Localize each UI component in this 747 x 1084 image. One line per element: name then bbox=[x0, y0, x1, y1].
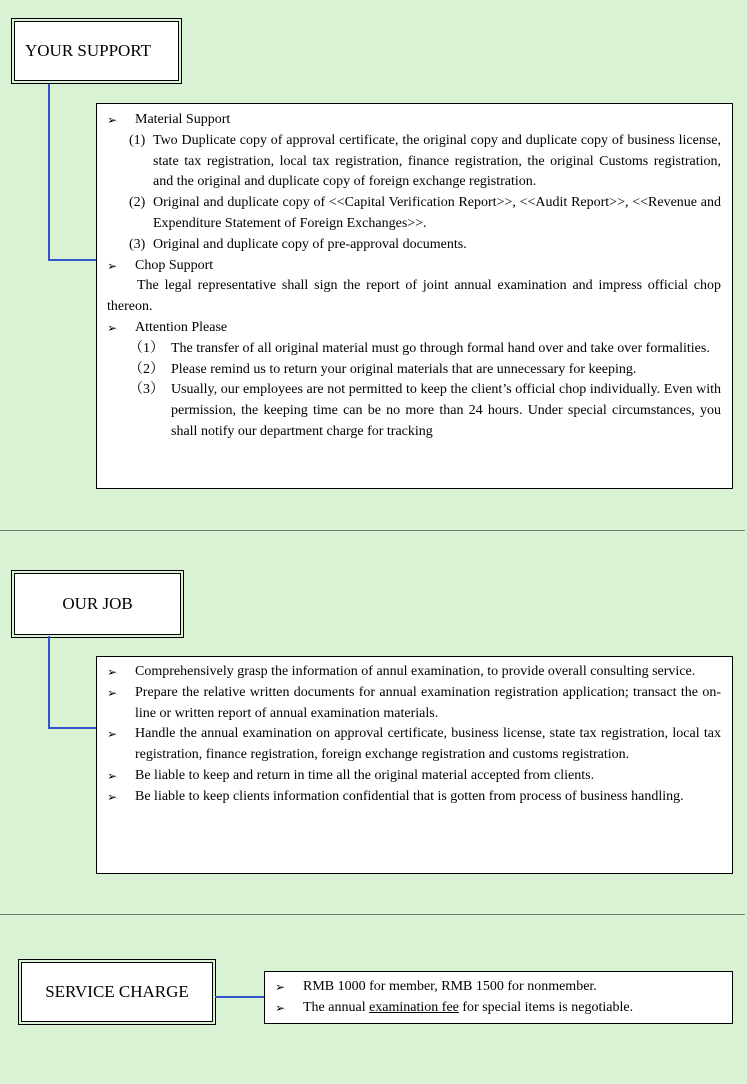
item-number: (2) bbox=[129, 195, 146, 211]
item-text: Two Duplicate copy of approval certificate, the original copy and duplicate copy of business license, state tax registration, local tax registration, finance registration, the original Customs registration, and the original and duplicate copy of foreign exchange registration. bbox=[153, 132, 721, 190]
material-support-heading bbox=[107, 110, 721, 131]
list-item bbox=[129, 193, 721, 235]
item-number: （3） bbox=[129, 382, 164, 398]
item-text: Prepare the relative written documents for annual examination registration application; transact the on-line or written report of annual examination materials. bbox=[135, 684, 721, 721]
your-support-title-text: YOUR SUPPORT bbox=[25, 41, 152, 60]
arrow-bullet-icon: ➢ bbox=[107, 685, 118, 700]
our-job-content-box bbox=[96, 656, 733, 874]
connector-line bbox=[48, 636, 50, 728]
attention-heading bbox=[107, 318, 721, 339]
arrow-bullet-icon: ➢ bbox=[107, 665, 118, 679]
connector-line bbox=[48, 727, 97, 729]
item-text-prefix: The annual bbox=[303, 999, 370, 1015]
arrow-bullet-icon: ➢ bbox=[107, 113, 118, 127]
service-charge-title-text: SERVICE CHARGE bbox=[45, 982, 189, 1001]
service-charge-content-box bbox=[264, 971, 733, 1024]
arrow-bullet-icon: ➢ bbox=[107, 258, 118, 273]
arrow-bullet-icon: ➢ bbox=[107, 768, 118, 783]
list-item bbox=[107, 787, 721, 808]
your-support-title bbox=[14, 21, 179, 81]
arrow-bullet-icon: ➢ bbox=[275, 980, 286, 994]
item-text-suffix: for special items is negotiable. bbox=[458, 999, 634, 1015]
item-text: Original and duplicate copy of pre-approval documents. bbox=[153, 236, 467, 252]
attention-label: Attention Please bbox=[135, 319, 228, 335]
item-text: Usually, our employees are not permitted to keep the client’s official chop individually. Even with permission, the keeping time can be no more than 24 hours. Under special circumstances, you shall notify our department charge for tracking bbox=[171, 382, 721, 439]
list-item bbox=[107, 683, 721, 725]
list-item bbox=[129, 131, 721, 193]
support-content-box bbox=[96, 103, 733, 489]
list-item bbox=[275, 998, 721, 1019]
item-text: Comprehensively grasp the information of annul examination, to provide overall consulting service. bbox=[135, 664, 696, 679]
section-divider bbox=[0, 530, 745, 531]
item-text: The transfer of all original material must go through formal hand over and take over formalities. bbox=[171, 340, 710, 356]
item-number: (1) bbox=[129, 132, 146, 148]
list-item bbox=[129, 360, 721, 381]
item-text bbox=[303, 998, 633, 1019]
list-item bbox=[129, 235, 721, 256]
service-charge-title bbox=[21, 962, 213, 1022]
examination-fee-link[interactable]: examination fee bbox=[369, 999, 459, 1015]
connector-line bbox=[48, 84, 50, 260]
chop-support-text: The legal representative shall sign the report of joint annual examination and impress official chop thereon. bbox=[107, 278, 721, 315]
item-text: RMB 1000 for member, RMB 1500 for nonmember. bbox=[303, 979, 597, 994]
list-item bbox=[107, 662, 721, 683]
item-number: （1） bbox=[129, 340, 164, 356]
connector-line bbox=[48, 259, 97, 261]
connector-line bbox=[215, 996, 265, 998]
list-item bbox=[129, 339, 721, 360]
list-item bbox=[129, 380, 721, 442]
item-number: （2） bbox=[129, 361, 164, 377]
list-item bbox=[275, 977, 721, 998]
item-number: (3) bbox=[129, 236, 146, 252]
section-divider bbox=[0, 914, 745, 915]
arrow-bullet-icon: ➢ bbox=[107, 789, 118, 804]
item-text: Be liable to keep clients information confidential that is gotten from process of business handling. bbox=[135, 788, 684, 804]
item-text: Handle the annual examination on approval certificate, business license, state tax registration, local tax registration, finance registration, foreign exchange registration and customs registration. bbox=[135, 726, 721, 763]
list-item bbox=[107, 724, 721, 766]
arrow-bullet-icon: ➢ bbox=[107, 727, 118, 742]
list-item bbox=[107, 766, 721, 787]
material-support-label: Material Support bbox=[135, 112, 231, 127]
arrow-bullet-icon: ➢ bbox=[275, 1000, 286, 1015]
chop-support-label: Chop Support bbox=[135, 257, 214, 273]
item-text: Please remind us to return your original materials that are unnecessary for keeping. bbox=[171, 361, 637, 377]
arrow-bullet-icon: ➢ bbox=[107, 320, 118, 335]
our-job-title bbox=[14, 573, 181, 635]
chop-support-heading bbox=[107, 256, 721, 277]
our-job-title-text: OUR JOB bbox=[62, 594, 133, 613]
item-text: Be liable to keep and return in time all the original material accepted from clients. bbox=[135, 767, 595, 783]
item-text: Original and duplicate copy of <<Capital Verification Report>>, <<Audit Report>>, <<Revenue and Expenditure Statement of Foreign Exchanges>>. bbox=[153, 195, 721, 231]
